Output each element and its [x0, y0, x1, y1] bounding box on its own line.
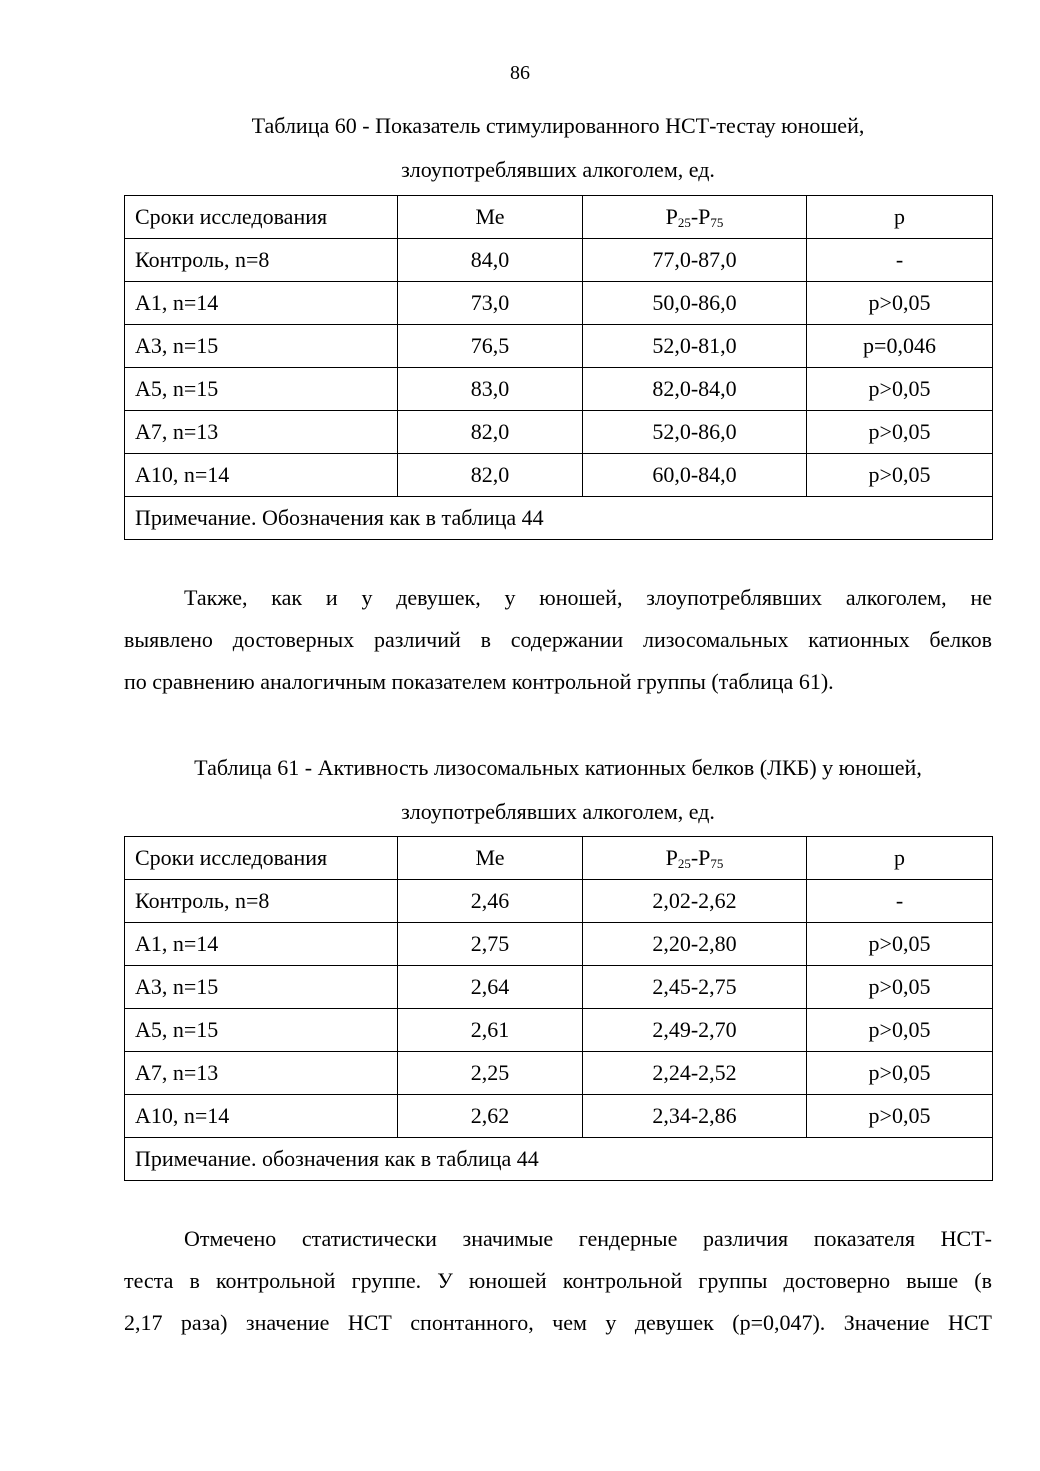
table-cell: А7, n=13	[125, 411, 398, 454]
table-row	[125, 880, 993, 923]
table-cell: -	[807, 880, 993, 923]
table-cell: 82,0-84,0	[583, 368, 807, 411]
table-cell: 73,0	[398, 282, 583, 325]
table-note: Примечание. Обозначения как в таблица 44	[125, 497, 993, 540]
table-note-row	[125, 497, 993, 540]
table-cell: 2,34-2,86	[583, 1095, 807, 1138]
table-cell: p>0,05	[807, 923, 993, 966]
table-cell: А5, n=15	[125, 1009, 398, 1052]
table-header-row	[125, 196, 993, 239]
paragraph-line: по сравнению аналогичным показателем контрольной группы (таблица 61).	[124, 669, 834, 694]
table-cell: 60,0-84,0	[583, 454, 807, 497]
table-row	[125, 1009, 993, 1052]
header-cell: p	[807, 196, 993, 239]
header-cell-percentiles: $P_{25}-P_{75}$	[583, 837, 807, 880]
table-cell: 84,0	[398, 239, 583, 282]
table-60-caption	[124, 104, 992, 192]
table-cell: А1, n=14	[125, 923, 398, 966]
paragraph-2	[124, 1218, 992, 1344]
header-cell: Сроки исследования	[125, 196, 398, 239]
header-cell: Ме	[398, 196, 583, 239]
header-cell: Ме	[398, 837, 583, 880]
paragraph-line: Отмечено статистически значимые гендерные различия показателя НСТ-	[184, 1226, 992, 1251]
table-cell: 2,20-2,80	[583, 923, 807, 966]
table-cell: p>0,05	[807, 454, 993, 497]
table-row	[125, 282, 993, 325]
table-row	[125, 1095, 993, 1138]
table-cell: А10, n=14	[125, 1095, 398, 1138]
table-cell: p>0,05	[807, 282, 993, 325]
table-note: Примечание. обозначения как в таблица 44	[125, 1138, 993, 1181]
table-cell: 2,02-2,62	[583, 880, 807, 923]
table-cell: 2,24-2,52	[583, 1052, 807, 1095]
table-row	[125, 454, 993, 497]
header-cell: Сроки исследования	[125, 837, 398, 880]
table-row	[125, 368, 993, 411]
table-cell: 52,0-81,0	[583, 325, 807, 368]
table-cell: А1, n=14	[125, 282, 398, 325]
table-cell: 82,0	[398, 411, 583, 454]
table-60-caption-line1: Таблица 60 - Показатель стимулированного НСТ-тестау юношей,	[251, 113, 865, 138]
table-cell: p>0,05	[807, 368, 993, 411]
table-cell: p>0,05	[807, 1052, 993, 1095]
table-cell: 2,61	[398, 1009, 583, 1052]
table-61-caption-line1: Таблица 61 - Активность лизосомальных катионных белков (ЛКБ) у юношей,	[194, 755, 922, 780]
table-60	[124, 195, 993, 540]
table-cell: 82,0	[398, 454, 583, 497]
table-cell: 76,5	[398, 325, 583, 368]
table-cell: p>0,05	[807, 411, 993, 454]
table-note-row	[125, 1138, 993, 1181]
header-cell: p	[807, 837, 993, 880]
table-cell: 2,25	[398, 1052, 583, 1095]
table-cell: 52,0-86,0	[583, 411, 807, 454]
table-61-caption-line2: злоупотреблявших алкоголем, ед.	[401, 799, 715, 824]
paragraph-line: теста в контрольной группе. У юношей контрольной группы достоверно выше (в	[124, 1268, 992, 1293]
table-cell: p>0,05	[807, 966, 993, 1009]
table-cell: p=0,046	[807, 325, 993, 368]
paragraph-line: выявлено достоверных различий в содержании лизосомальных катионных белков	[124, 627, 992, 652]
table-row	[125, 325, 993, 368]
table-cell: А10, n=14	[125, 454, 398, 497]
table-cell: А5, n=15	[125, 368, 398, 411]
table-60-caption-line2: злоупотреблявших алкоголем, ед.	[401, 157, 715, 182]
table-row	[125, 1052, 993, 1095]
table-cell: p>0,05	[807, 1095, 993, 1138]
table-cell: 2,62	[398, 1095, 583, 1138]
paragraph-line: 2,17 раза) значение НСТ спонтанного, чем у девушек (р=0,047). Значение НСТ	[124, 1310, 992, 1335]
table-61	[124, 836, 993, 1181]
table-cell: А7, n=13	[125, 1052, 398, 1095]
table-cell: 2,46	[398, 880, 583, 923]
table-row	[125, 923, 993, 966]
table-row	[125, 966, 993, 1009]
table-row	[125, 411, 993, 454]
table-cell: А3, n=15	[125, 325, 398, 368]
paragraph-1	[124, 577, 992, 703]
table-cell: Контроль, n=8	[125, 239, 398, 282]
table-cell: 2,45-2,75	[583, 966, 807, 1009]
table-cell: 50,0-86,0	[583, 282, 807, 325]
header-cell-percentiles: $P_{25}-P_{75}$	[583, 196, 807, 239]
page-number: 86	[510, 62, 530, 84]
table-cell: 83,0	[398, 368, 583, 411]
table-cell: Контроль, n=8	[125, 880, 398, 923]
table-row	[125, 239, 993, 282]
table-cell: 2,64	[398, 966, 583, 1009]
table-cell: -	[807, 239, 993, 282]
paragraph-line: Также, как и у девушек, у юношей, злоупотреблявших алкоголем, не	[184, 585, 992, 610]
table-61-caption	[124, 746, 992, 834]
table-cell: 2,75	[398, 923, 583, 966]
table-cell: p>0,05	[807, 1009, 993, 1052]
table-cell: 2,49-2,70	[583, 1009, 807, 1052]
table-cell: 77,0-87,0	[583, 239, 807, 282]
table-header-row	[125, 837, 993, 880]
table-cell: А3, n=15	[125, 966, 398, 1009]
